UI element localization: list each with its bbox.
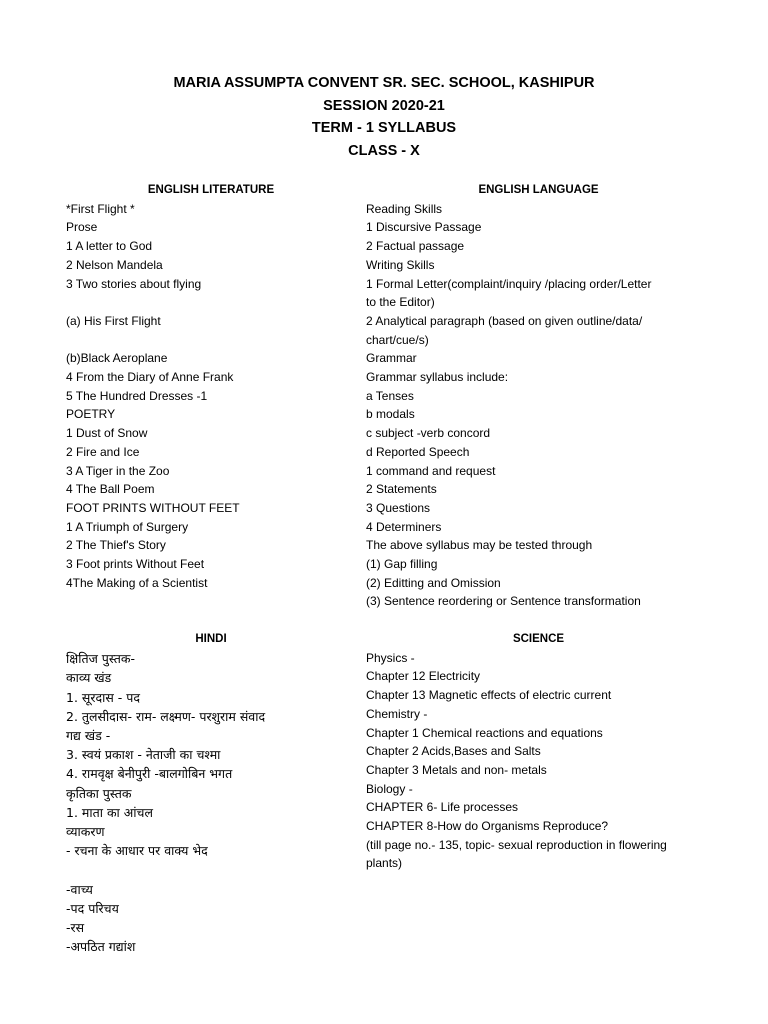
syllabus-line: b modals: [366, 407, 415, 422]
syllabus-line: 4 Determiners: [366, 519, 442, 534]
syllabus-line: 2 The Thief's Story: [66, 538, 166, 553]
syllabus-line: Chapter 12 Electricity: [366, 669, 481, 684]
syllabus-line: 4The Making of a Scientist: [66, 575, 208, 590]
session-title: SESSION 2020-21: [323, 97, 445, 114]
syllabus-line: 1 A letter to God: [66, 239, 153, 254]
syllabus-line: Chapter 3 Metals and non- metals: [366, 762, 547, 777]
syllabus-line: (till page no.- 135, topic- sexual reproduction in flowering: [366, 837, 667, 852]
syllabus-line: 2 Analytical paragraph (based on given outline/data/: [366, 313, 643, 328]
syllabus-line: कृतिका पुस्तक: [66, 785, 132, 801]
syllabus-line: (1) Gap filling: [366, 557, 438, 572]
syllabus-line: 3 Two stories about flying: [66, 276, 202, 291]
syllabus-line: chart/cue/s): [366, 332, 429, 347]
syllabus-line: 1 command and request: [366, 463, 496, 478]
syllabus-line: 3 A Tiger in the Zoo: [66, 463, 170, 478]
syllabus-line: 4. रामवृक्ष बेनीपुरी -बालगोबिन भगत: [66, 766, 233, 782]
blank-line: [66, 860, 356, 879]
syllabus-line: Chapter 1 Chemical reactions and equations: [366, 725, 603, 740]
school-name: MARIA ASSUMPTA CONVENT SR. SEC. SCHOOL, KASHIPUR: [173, 75, 595, 91]
syllabus-line: Prose: [66, 220, 98, 235]
syllabus-line: काव्य खंड: [66, 670, 112, 686]
syllabus-line: 3 Foot prints Without Feet: [66, 557, 205, 572]
syllabus-line: -पद परिचय: [66, 900, 119, 916]
syllabus-line: c subject -verb concord: [366, 426, 491, 441]
syllabus-line: 3. स्वयं प्रकाश - नेताजी का चश्मा: [66, 747, 221, 763]
syllabus-line: -रस: [66, 920, 85, 936]
english-language-section: [366, 181, 711, 611]
science-list: [366, 649, 711, 873]
syllabus-line: -अपठित गद्यांश: [66, 939, 136, 955]
science-heading: SCIENCE: [512, 633, 565, 645]
science-section: [366, 630, 711, 873]
syllabus-line: (2) Editting and Omission: [366, 575, 501, 590]
syllabus-line: Chapter 13 Magnetic effects of electric current: [366, 688, 612, 703]
syllabus-line: Grammar syllabus include:: [366, 370, 509, 385]
english-language-heading: ENGLISH LANGUAGE: [478, 184, 599, 196]
syllabus-line: Grammar: [366, 351, 417, 366]
syllabus-line: POETRY: [66, 407, 116, 422]
syllabus-line: (b)Black Aeroplane: [66, 351, 168, 366]
syllabus-line: - रचना के आधार पर वाक्य भेद: [66, 843, 208, 859]
syllabus-line: Writing Skills: [366, 257, 435, 272]
syllabus-line: *First Flight *: [66, 201, 135, 216]
english-literature-list: [66, 200, 356, 593]
syllabus-line: क्षितिज पुस्तक-: [66, 651, 136, 667]
syllabus-line: व्याकरण: [66, 824, 105, 840]
syllabus-line: 2. तुलसीदास- राम- लक्ष्मण- परशुराम संवाद: [66, 708, 266, 724]
syllabus-line: गद्य खंड -: [66, 728, 111, 744]
syllabus-line: 2 Fire and Ice: [66, 444, 140, 459]
syllabus-line: Chemistry -: [366, 706, 428, 721]
syllabus-line: FOOT PRINTS WITHOUT FEET: [66, 500, 240, 515]
syllabus-line: 4 From the Diary of Anne Frank: [66, 370, 234, 384]
syllabus-line: Chapter 2 Acids,Bases and Salts: [366, 744, 541, 759]
syllabus-line: (a) His First Flight: [66, 313, 161, 328]
syllabus-line: Biology -: [366, 781, 413, 796]
class-title: CLASS - X: [348, 142, 420, 159]
syllabus-line: d Reported Speech: [366, 444, 470, 459]
syllabus-line: to the Editor): [366, 295, 435, 310]
english-literature-section: [66, 181, 356, 592]
syllabus-line: 1. सूरदास - पद: [66, 689, 140, 705]
syllabus-line: -वाच्य: [66, 881, 93, 897]
syllabus-line: The above syllabus may be tested through: [366, 538, 593, 553]
hindi-section: [66, 630, 356, 956]
english-literature-heading: ENGLISH LITERATURE: [147, 184, 275, 196]
syllabus-line: Reading Skills: [366, 201, 443, 216]
syllabus-line: 1. माता का आंचल: [66, 804, 153, 820]
syllabus-line: 2 Nelson Mandela: [66, 257, 163, 272]
syllabus-line: CHAPTER 6- Life processes: [366, 800, 519, 815]
syllabus-line: a Tenses: [366, 388, 414, 403]
syllabus-line: 2 Factual passage: [366, 239, 465, 254]
syllabus-line: CHAPTER 8-How do Organisms Reproduce?: [366, 819, 609, 834]
syllabus-line: 2 Statements: [366, 482, 437, 497]
syllabus-line: 1 A Triumph of Surgery: [66, 519, 189, 534]
syllabus-line: Physics -: [366, 650, 415, 665]
english-language-list: [366, 200, 711, 611]
hindi-heading: HINDI: [195, 633, 227, 645]
hindi-list: [66, 649, 356, 956]
syllabus-line: 5 The Hundred Dresses -1: [66, 388, 208, 403]
term-title: TERM - 1 SYLLABUS: [311, 120, 457, 136]
syllabus-line: 4 The Ball Poem: [66, 482, 155, 497]
document-header: [0, 72, 768, 162]
syllabus-line: (3) Sentence reordering or Sentence transformation: [366, 594, 641, 609]
syllabus-line: 1 Discursive Passage: [366, 220, 482, 235]
syllabus-line: 1 Formal Letter(complaint/inquiry /placing order/Letter: [366, 276, 652, 291]
syllabus-line: 1 Dust of Snow: [66, 426, 148, 441]
blank-line: [66, 293, 356, 312]
syllabus-line: plants): [366, 856, 403, 871]
blank-line: [66, 331, 356, 350]
syllabus-line: 3 Questions: [366, 500, 431, 515]
